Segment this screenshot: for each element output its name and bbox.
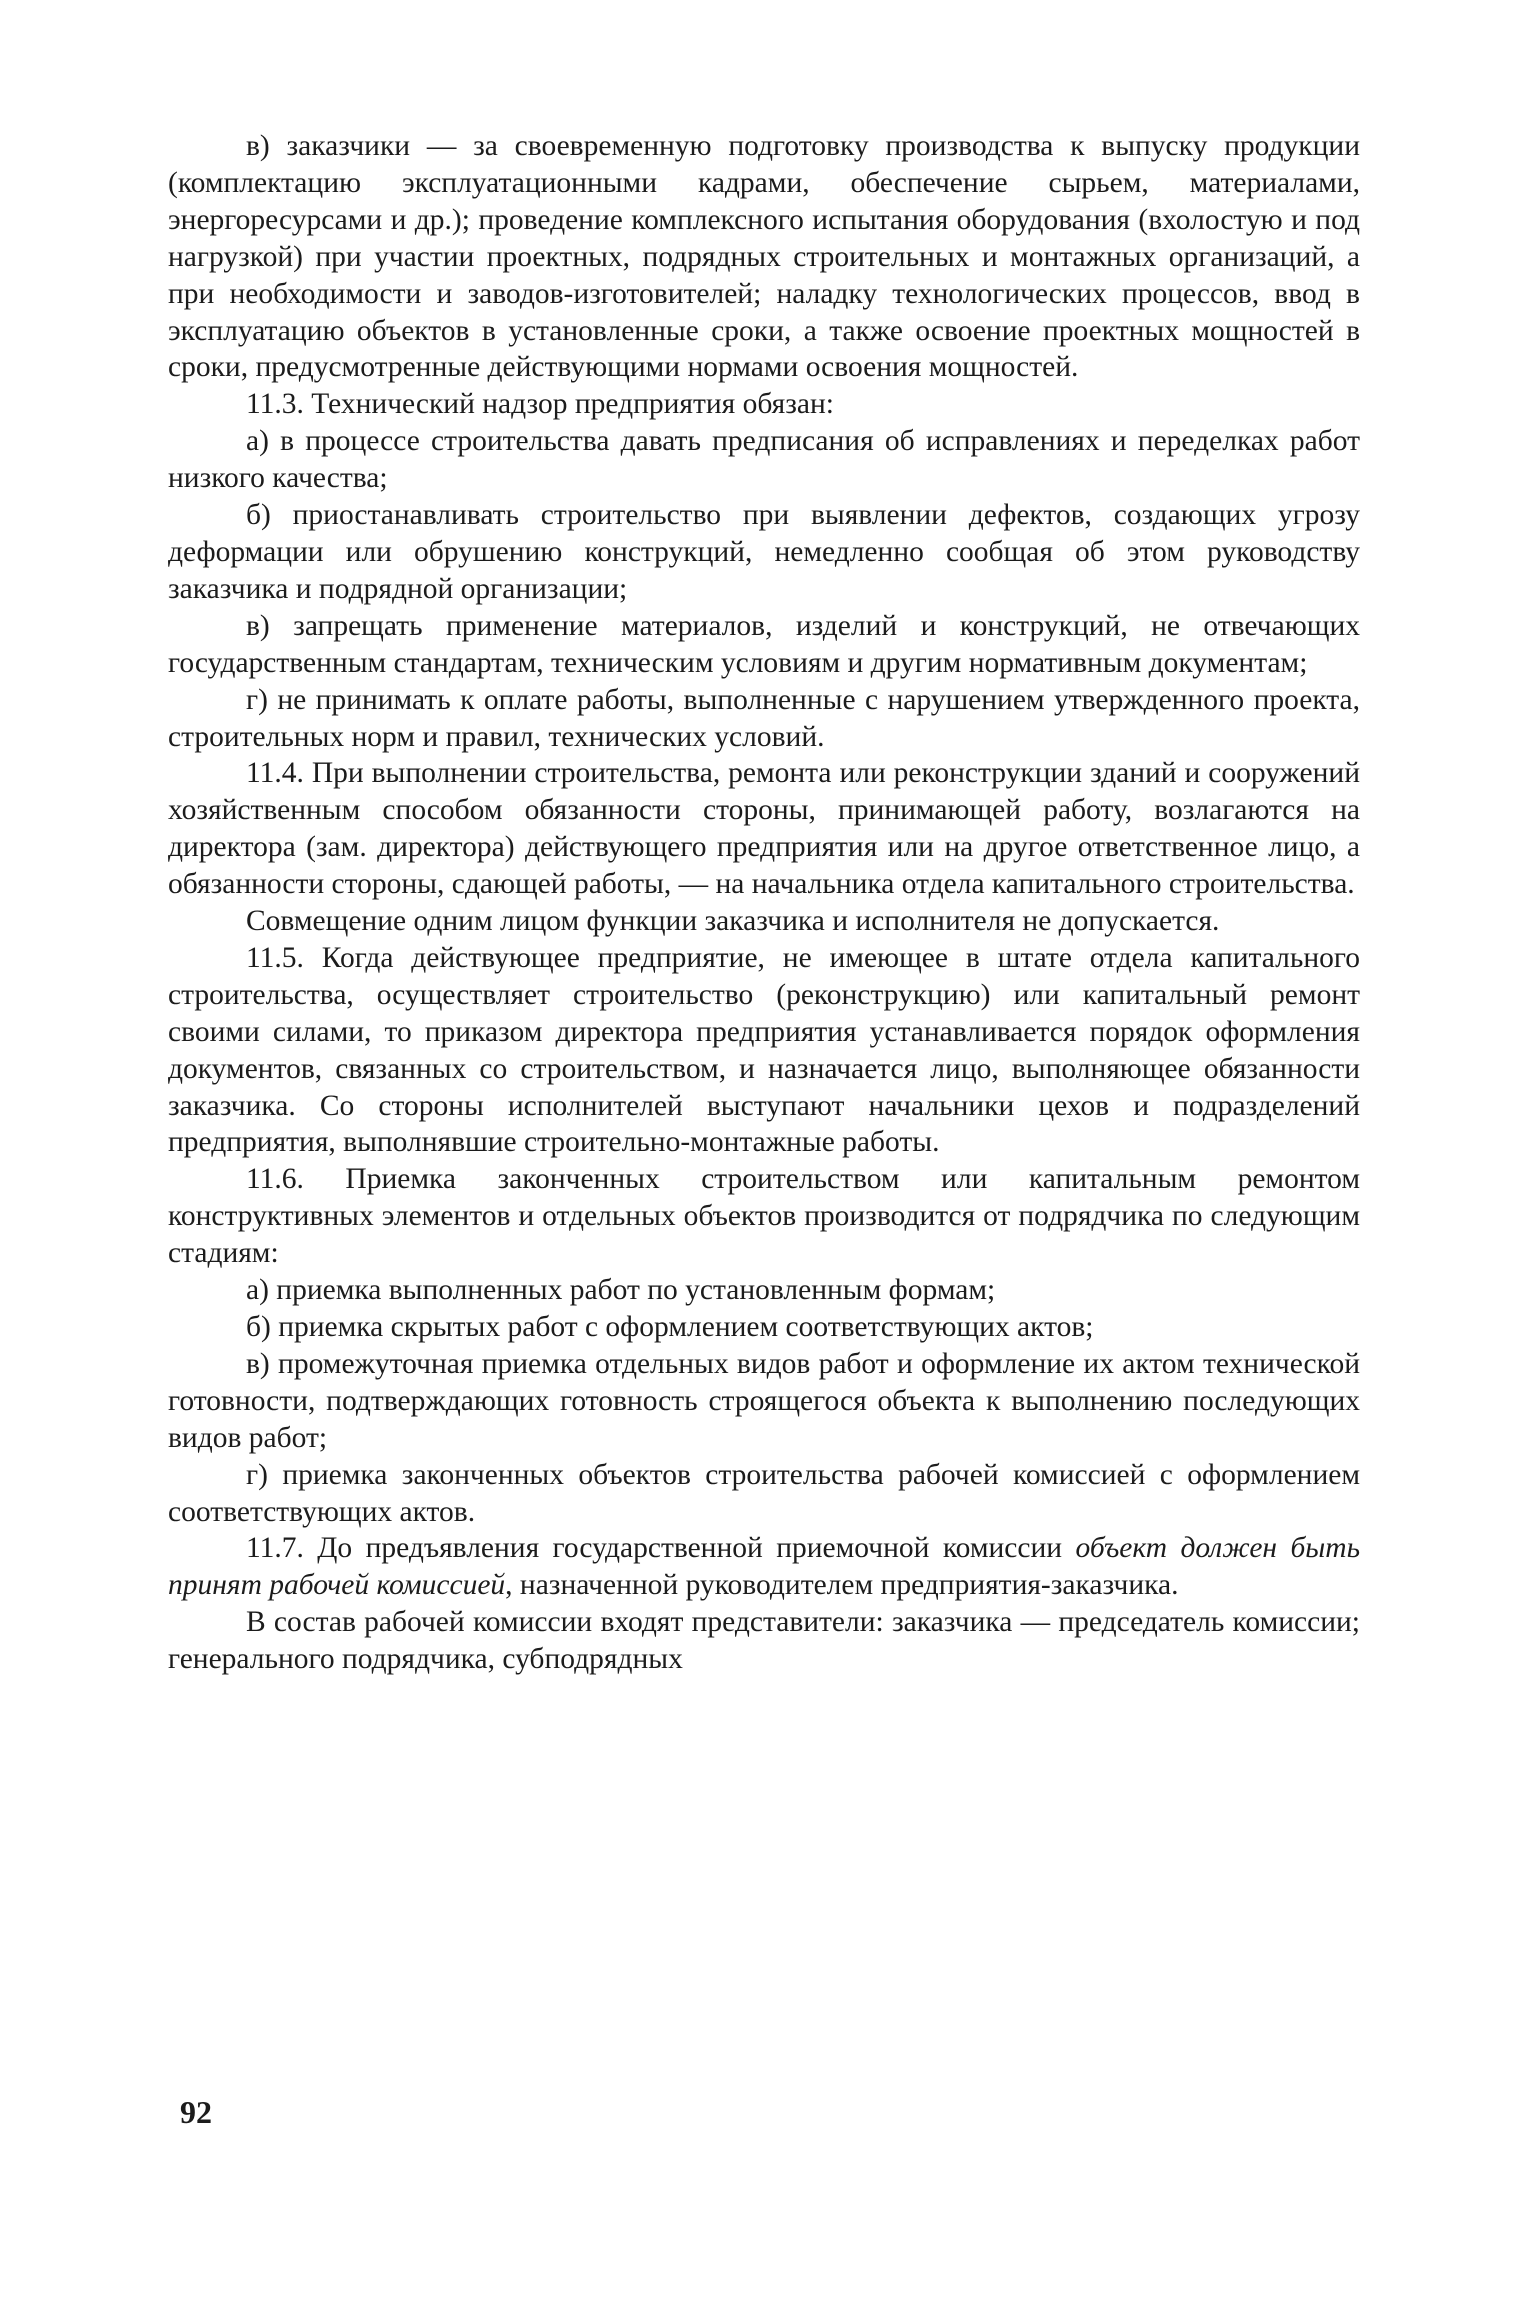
paragraph-11-6: 11.6. Приемка законченных строительством или капитальным ремонтом конструктивных элементов и отдельных объектов производится от подрядчика по следующим стадиям: [168,1163,1360,1270]
page-number: 92 [180,2094,212,2130]
paragraph-11-7-end: , назначенной руководителем предприятия-заказчика. [505,1569,1179,1602]
paragraph-11-3-heading: 11.3. Технический надзор предприятия обязан: [246,388,834,421]
list-item-11-6-b: б) приемка скрытых работ с оформлением соответствующих актов; [246,1311,1094,1343]
paragraph-11-7 [168,1530,1360,1604]
paragraph-commission-composition: В состав рабочей комиссии входят представители: заказчика — председатель комиссии; генерального подрядчика, субподрядных [168,1606,1360,1676]
paragraph-combination-of-functions: Совмещение одним лицом функции заказчика и исполнителя не допускается. [246,905,1220,938]
paragraph-11-7-italic: объект должен быть принят рабочей комиссией [168,1532,1360,1602]
list-item-11-3-b: б) приостанавливать строительство при выявлении дефектов, создающих угрозу деформации или обрушению конструкций, немедленно сообщая об этом руководству заказчика и подрядной организации; [168,499,1360,605]
paragraph-11-5: 11.5. Когда действующее предприятие, не имеющее в штате отдела капитального строительства, осуществляет строительство (реконструкцию) или капитальный ремонт своими силами, то приказом директора предприятия устанавливается порядок оформления документов, связанных со строительством, и назначается лицо, выполняющее обязанности заказчика. Со стороны исполнителей выступают начальники цехов и подразделений предприятия, выполнявшие строительно-монтажные работы. [168,941,1360,1159]
list-item-11-6-a: а) приемка выполненных работ по установленным формам; [246,1274,996,1307]
paragraph-11-7-start: 11.7. До предъявления государственной приемочной комиссии [246,1532,1076,1565]
list-item-11-6-g: г) приемка законченных объектов строительства рабочей комиссией с оформлением соответствующих актов. [168,1458,1360,1528]
list-item-11-6-v: в) промежуточная приемка отдельных видов работ и оформление их актом технической готовности, подтверждающих готовность строящегося объекта к выполнению последующих видов работ; [168,1347,1360,1454]
list-item-11-3-a: а) в процессе строительства давать предписания об исправлениях и переделках работ низкого качества; [168,425,1360,495]
paragraph-customers-duties: в) заказчики — за своевременную подготовку производства к выпуску продукции (комплектацию эксплуатационными кадрами, обеспечение сырьем, материалами, энергоресурсами и др.); проведение комплексного испытания оборудования (вхолостую и под нагрузкой) при участии проектных, подрядных строительных и монтажных организаций, а при необходимости и заводов-изготовителей; наладку технологических процессов, ввод в эксплуатацию объектов в установленные сроки, а также освоение проектных мощностей в сроки, предусмотренные действующими нормами освоения мощностей. [168,130,1360,384]
paragraph-11-4: 11.4. При выполнении строительства, ремонта или реконструкции зданий и сооружений хозяйственным способом обязанности стороны, принимающей работу, возлагаются на директора (зам. директора) действующего предприятия или на другое ответственное лицо, а обязанности стороны, сдающей работы, — на начальника отдела капитального строительства. [168,757,1360,901]
list-item-11-3-g: г) не принимать к оплате работы, выполненные с нарушением утвержденного проекта, строительных норм и правил, технических условий. [168,683,1360,753]
page-body [168,128,1360,1678]
list-item-11-3-v: в) запрещать применение материалов, изделий и конструкций, не отвечающих государственным стандартам, техническим условиям и другим нормативным документам; [168,609,1360,679]
